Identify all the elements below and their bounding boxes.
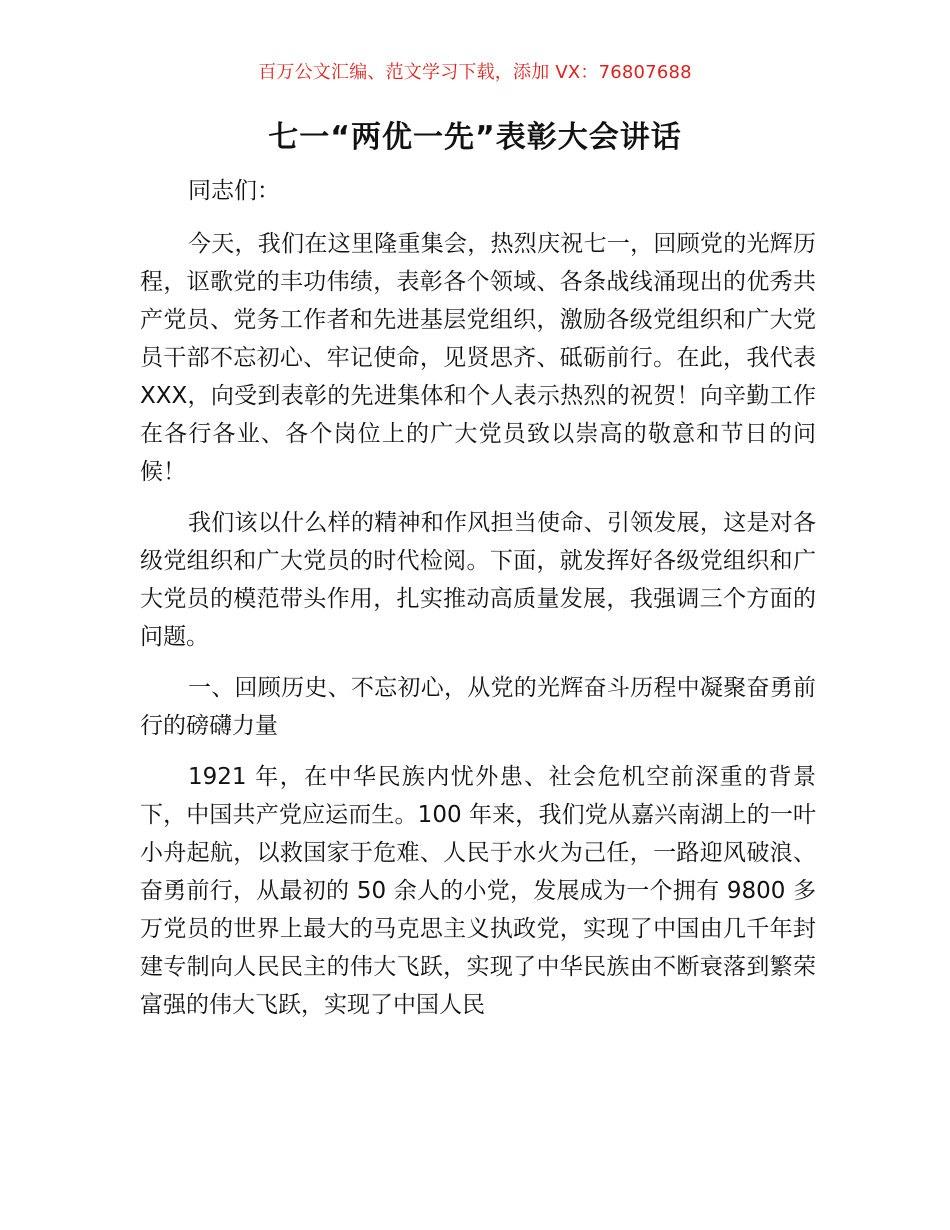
section-heading-1: 一、回顾历史、不忘初心，从党的光辉奋斗历程中凝聚奋勇前行的磅礴力量 — [140, 675, 816, 739]
paragraph-opening: 今天，我们在这里隆重集会，热烈庆祝七一，回顾党的光辉历程，讴歌党的丰功伟绩，表彰各个领域、各条战线涌现出的优秀共产党员、党务工作者和先进基层党组织，激励各级党组织和广大党员干部不忘初心、牢记使命，见贤思齐、砥砺前行。在此，我代表 XXX，向受到表彰的先进集体和个人表示热烈的祝贺！向辛勤工作在各行各业、各个岗位上的广大党员致以崇高的敬意和节日的问候！ — [140, 231, 816, 485]
salutation: 同志们： — [188, 178, 280, 204]
document-title: 七一“两优一先”表彰大会讲话 — [268, 120, 682, 155]
paragraph-intro: 我们该以什么样的精神和作风担当使命、引领发展，这是对各级党组织和广大党员的时代检阅。下面，就发挥好各级党组织和广大党员的模范带头作用，扎实推动高质量发展，我强调三个方面的问题。 — [140, 510, 816, 650]
header-watermark-note: 百万公文汇编、范文学习下载，添加 VX：76807688 — [258, 62, 692, 83]
document-body — [140, 172, 816, 1037]
paragraph-history: 1921 年，在中华民族内忧外患、社会危机空前深重的背景下，中国共产党应运而生。100 年来，我们党从嘉兴南湖上的一叶小舟起航，以救国家于危难、人民于水火为己任，一路迎风破浪、奋勇前行，从最初的 50 余人的小党，发展成为一个拥有 9800 多万党员的世界上最大的马克思主义执政党，实现了中国由几千年封建专制向人民民主的伟大飞跃，实现了中华民族由不断衰落到繁荣富强的伟大飞跃，实现了中国人民 — [140, 764, 816, 1018]
